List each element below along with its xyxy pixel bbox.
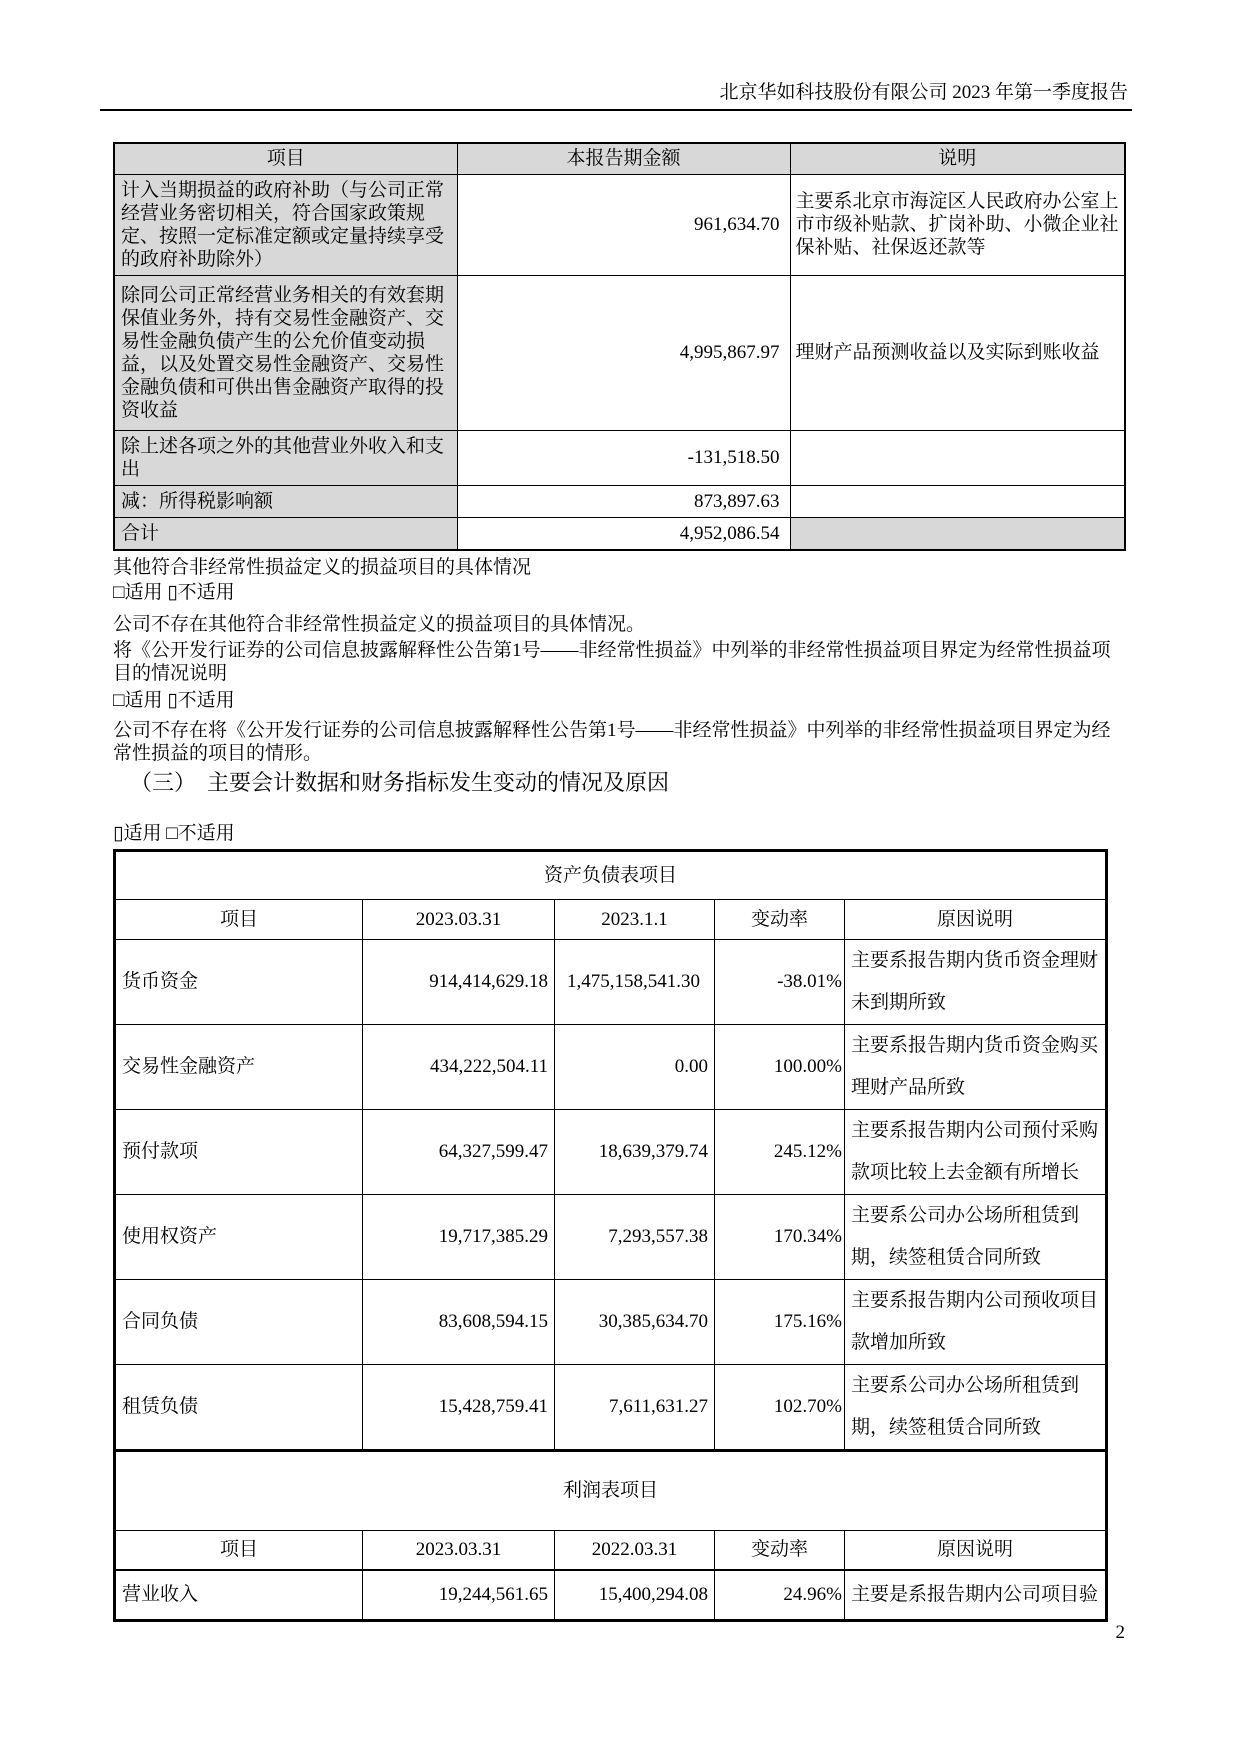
prior-value-cell: 0.00 [555,1024,715,1109]
reason-cell: 主要系报告期内货币资金购买理财产品所致 [845,1024,1107,1109]
table-row [115,1279,1107,1364]
col-header-item: 项目 [115,899,363,939]
col-header-note: 说明 [790,143,1125,174]
amount-cell: 873,897.63 [457,485,790,517]
col-header-amount: 本报告期金额 [457,143,790,174]
page-content [113,142,1128,1622]
change-rate-cell: 100.00% [715,1024,845,1109]
key-data-change-table [113,849,1108,1622]
table-row [115,1570,1107,1620]
reason-cell: 主要是系报告期内公司项目验 [845,1570,1107,1620]
col-header-reason: 原因说明 [845,899,1107,939]
current-value-cell: 19,244,561.65 [363,1570,555,1620]
reason-cell: 主要系报告期内货币资金理财未到期所致 [845,939,1107,1024]
amount-cell: 4,952,086.54 [457,517,790,550]
narrative-line: 将《公开发行证券的公司信息披露解释性公告第1号——非经常性损益》中列举的非经常性损益项目界定为经常性损益项目的情况说明 [113,639,1111,684]
change-rate-cell: 24.96% [715,1570,845,1620]
prior-value-cell: 7,293,557.38 [555,1194,715,1279]
item-cell: 合同负债 [115,1279,363,1364]
note-cell: 主要系北京市海淀区人民政府办公室上市市级补贴款、扩岗补助、小微企业社保补贴、社保返还款等 [790,174,1125,275]
balance-sheet-section-title: 资产负债表项目 [115,850,1107,899]
income-statement-section-title: 利润表项目 [115,1450,1107,1530]
narrative-line: 公司不存在将《公开发行证券的公司信息披露解释性公告第1号——非经常性损益》中列举的非经常性损益项目界定为经常性损益的项目的情形。 [113,719,1111,764]
table-row [114,275,1125,430]
change-rate-cell: 245.12% [715,1109,845,1194]
page-number: 2 [1115,1622,1125,1643]
col-header-prior: 2023.1.1 [555,899,715,939]
col-header-item: 项目 [115,1530,363,1570]
item-cell: 预付款项 [115,1109,363,1194]
section-title-row [115,1450,1107,1530]
reason-cell: 主要系公司办公场所租赁到期，续签租赁合同所致 [845,1194,1107,1279]
item-cell: 租赁负债 [115,1364,363,1450]
item-cell: 合计 [114,517,457,550]
reason-cell: 主要系报告期内公司预收项目款增加所致 [845,1279,1107,1364]
table-row [115,1109,1107,1194]
change-rate-cell: 170.34% [715,1194,845,1279]
current-value-cell: 15,428,759.41 [363,1364,555,1450]
current-value-cell: 83,608,594.15 [363,1279,555,1364]
applicability-line: □适用 ▯不适用 [113,581,235,603]
item-cell: 除上述各项之外的其他营业外收入和支出 [114,430,457,485]
table-row [115,1194,1107,1279]
table-row [114,174,1125,275]
note-cell [790,517,1125,550]
table-row [114,485,1125,517]
note-cell [790,430,1125,485]
change-rate-cell: -38.01% [715,939,845,1024]
amount-cell: 961,634.70 [457,174,790,275]
table-row [115,1364,1107,1450]
table-header-row [114,143,1125,174]
narrative-line: 公司不存在其他符合非经常性损益定义的损益项目的具体情况。 [113,613,646,635]
note-cell: 理财产品预测收益以及实际到账收益 [790,275,1125,430]
change-rate-cell: 175.16% [715,1279,845,1364]
current-value-cell: 914,414,629.18 [363,939,555,1024]
col-header-item: 项目 [114,143,457,174]
prior-value-cell: 7,611,631.27 [555,1364,715,1450]
table-row [115,939,1107,1024]
item-cell: 计入当期损益的政府补助（与公司正常经营业务密切相关，符合国家政策规定、按照一定标准定额或定量持续享受的政府补助除外） [114,174,457,275]
table-header-row [115,899,1107,939]
item-cell: 交易性金融资产 [115,1024,363,1109]
reason-cell: 主要系公司办公场所租赁到期，续签租赁合同所致 [845,1364,1107,1450]
prior-value-cell: 1,475,158,541.30 [555,939,715,1024]
col-header-prior: 2022.03.31 [555,1530,715,1570]
item-cell: 减：所得税影响额 [114,485,457,517]
col-header-change: 变动率 [715,899,845,939]
prior-value-cell: 15,400,294.08 [555,1570,715,1620]
reason-cell: 主要系报告期内公司预付采购款项比较上去金额有所增长 [845,1109,1107,1194]
report-header-title: 北京华如科技股份有限公司 2023 年第一季度报告 [719,82,1128,103]
col-header-change: 变动率 [715,1530,845,1570]
prior-value-cell: 18,639,379.74 [555,1109,715,1194]
col-header-current: 2023.03.31 [363,1530,555,1570]
note-cell [790,485,1125,517]
amount-cell: -131,518.50 [457,430,790,485]
col-header-current: 2023.03.31 [363,899,555,939]
amount-cell: 4,995,867.97 [457,275,790,430]
section-title-row [115,850,1107,899]
header-rule [100,109,1132,111]
non-recurring-items-table [113,142,1126,551]
table-row-total [114,517,1125,550]
col-header-reason: 原因说明 [845,1530,1107,1570]
item-cell: 除同公司正常经营业务相关的有效套期保值业务外，持有交易性金融资产、交易性金融负债产生的公允价值变动损益，以及处置交易性金融资产、交易性金融负债和可供出售金融资产取得的投资收益 [114,275,457,430]
table-row [115,1024,1107,1109]
narrative-line: 其他符合非经常性损益定义的损益项目的具体情况 [113,556,532,578]
item-cell: 货币资金 [115,939,363,1024]
table-row [114,430,1125,485]
current-value-cell: 19,717,385.29 [363,1194,555,1279]
item-cell: 营业收入 [115,1570,363,1620]
section-heading: （三） 主要会计数据和财务指标发生变动的情况及原因 [130,769,670,795]
applicability-line: ▯适用 □不适用 [113,822,235,844]
change-rate-cell: 102.70% [715,1364,845,1450]
table-header-row [115,1530,1107,1570]
item-cell: 使用权资产 [115,1194,363,1279]
current-value-cell: 64,327,599.47 [363,1109,555,1194]
current-value-cell: 434,222,504.11 [363,1024,555,1109]
applicability-line: □适用 ▯不适用 [113,689,235,711]
prior-value-cell: 30,385,634.70 [555,1279,715,1364]
